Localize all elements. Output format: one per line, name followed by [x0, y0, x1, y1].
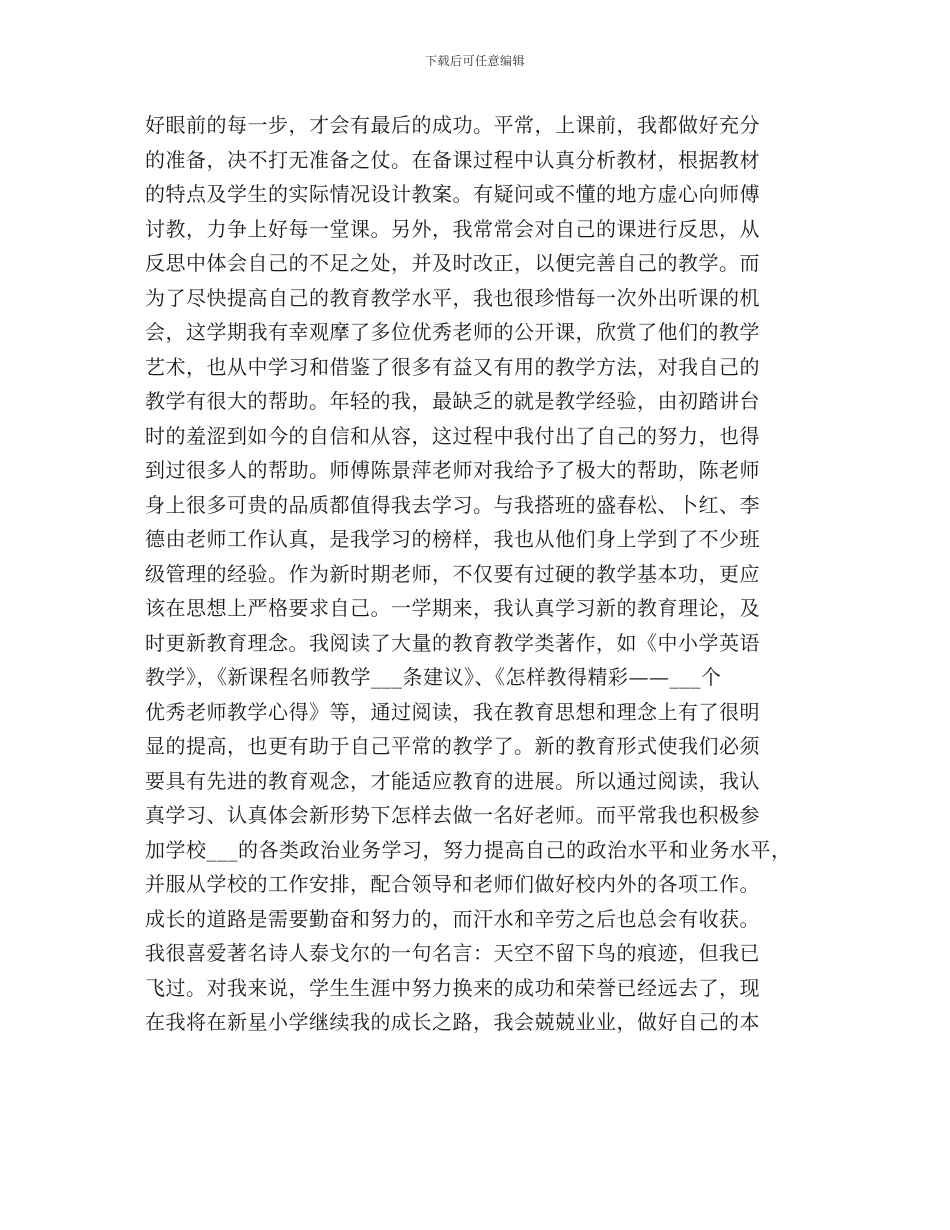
text-line: 在我将在新星小学继续我的成长之路，我会兢兢业业，做好自己的本: [145, 1010, 760, 1034]
text-line: 为了尽快提高自己的教育教学水平，我也很珍惜每一次外出听课的机: [145, 285, 760, 310]
text-line: 并服从学校的工作安排，配合领导和老师们做好校内外的各项工作。: [145, 872, 760, 896]
text-line: 时的羞涩到如今的自信和从容，这过程中我付出了自己的努力，也得: [145, 423, 760, 448]
text-line: 真学习、认真体会新形势下怎样去做一名好老师。而平常我也积极参: [145, 803, 760, 827]
page-header: 下载后可任意编辑: [424, 54, 525, 68]
text-line: 该在思想上严格要求自己。一学期来，我认真学习新的教育理论，及: [145, 596, 760, 620]
text-line: 时更新教育理念。我阅读了大量的教育教学类著作，如《中小学英语: [145, 630, 760, 655]
text-line: 艺术，也从中学习和借鉴了很多有益又有用的教学方法，对我自己的: [145, 354, 760, 379]
text-line: 会，这学期我有幸观摩了多位优秀老师的公开课，欣赏了他们的教学: [145, 320, 760, 344]
text-line: 反思中体会自己的不足之处，并及时改正，以便完善自己的教学。而: [145, 251, 760, 275]
text-line: 要具有先进的教育观念，才能适应教育的进展。所以通过阅读，我认: [145, 768, 760, 793]
text-line: 级管理的经验。作为新时期老师，不仅要有过硬的教学基本功，更应: [145, 561, 760, 586]
text-line: 德由老师工作认真，是我学习的榜样，我也从他们身上学到了不少班: [145, 527, 760, 551]
text-line: 我很喜爱著名诗人泰戈尔的一句名言：天空不留下鸟的痕迹，但我已: [145, 941, 760, 965]
text-line: 身上很多可贵的品质都值得我去学习。与我搭班的盛春松、卜红、李: [145, 492, 760, 517]
text-line: 优秀老师教学心得》等，通过阅读，我在教育思想和理念上有了很明: [145, 699, 760, 724]
text-line: 讨教，力争上好每一堂课。另外，我常常会对自己的课进行反思，从: [145, 216, 760, 241]
text-line: 的特点及学生的实际情况设计教案。有疑问或不懂的地方虚心向师傅: [145, 182, 760, 206]
text-line: 到过很多人的帮助。师傅陈景萍老师对我给予了极大的帮助，陈老师: [145, 458, 760, 482]
text-line: 加学校___的各类政治业务学习，努力提高自己的政治水平和业务水平，: [145, 837, 792, 862]
text-line: 显的提高，也更有助于自己平常的教学了。新的教育形式使我们必须: [145, 734, 760, 758]
text-line: 好眼前的每一步，才会有最后的成功。平常，上课前，我都做好充分: [145, 113, 760, 137]
text-line: 教学有很大的帮助。年轻的我，最缺乏的就是教学经验，由初踏讲台: [145, 389, 760, 413]
document-body: [145, 108, 825, 1040]
text-line: 的准备，决不打无准备之仗。在备课过程中认真分析教材，根据教材: [145, 147, 760, 172]
text-line: 飞过。对我来说，学生生涯中努力换来的成功和荣誉已经远去了，现: [145, 975, 760, 1000]
text-line: 教学》，《新课程名师教学___条建议》、《怎样教得精彩——___个: [145, 665, 722, 689]
text-line: 成长的道路是需要勤奋和努力的，而汗水和辛劳之后也总会有收获。: [145, 906, 760, 931]
